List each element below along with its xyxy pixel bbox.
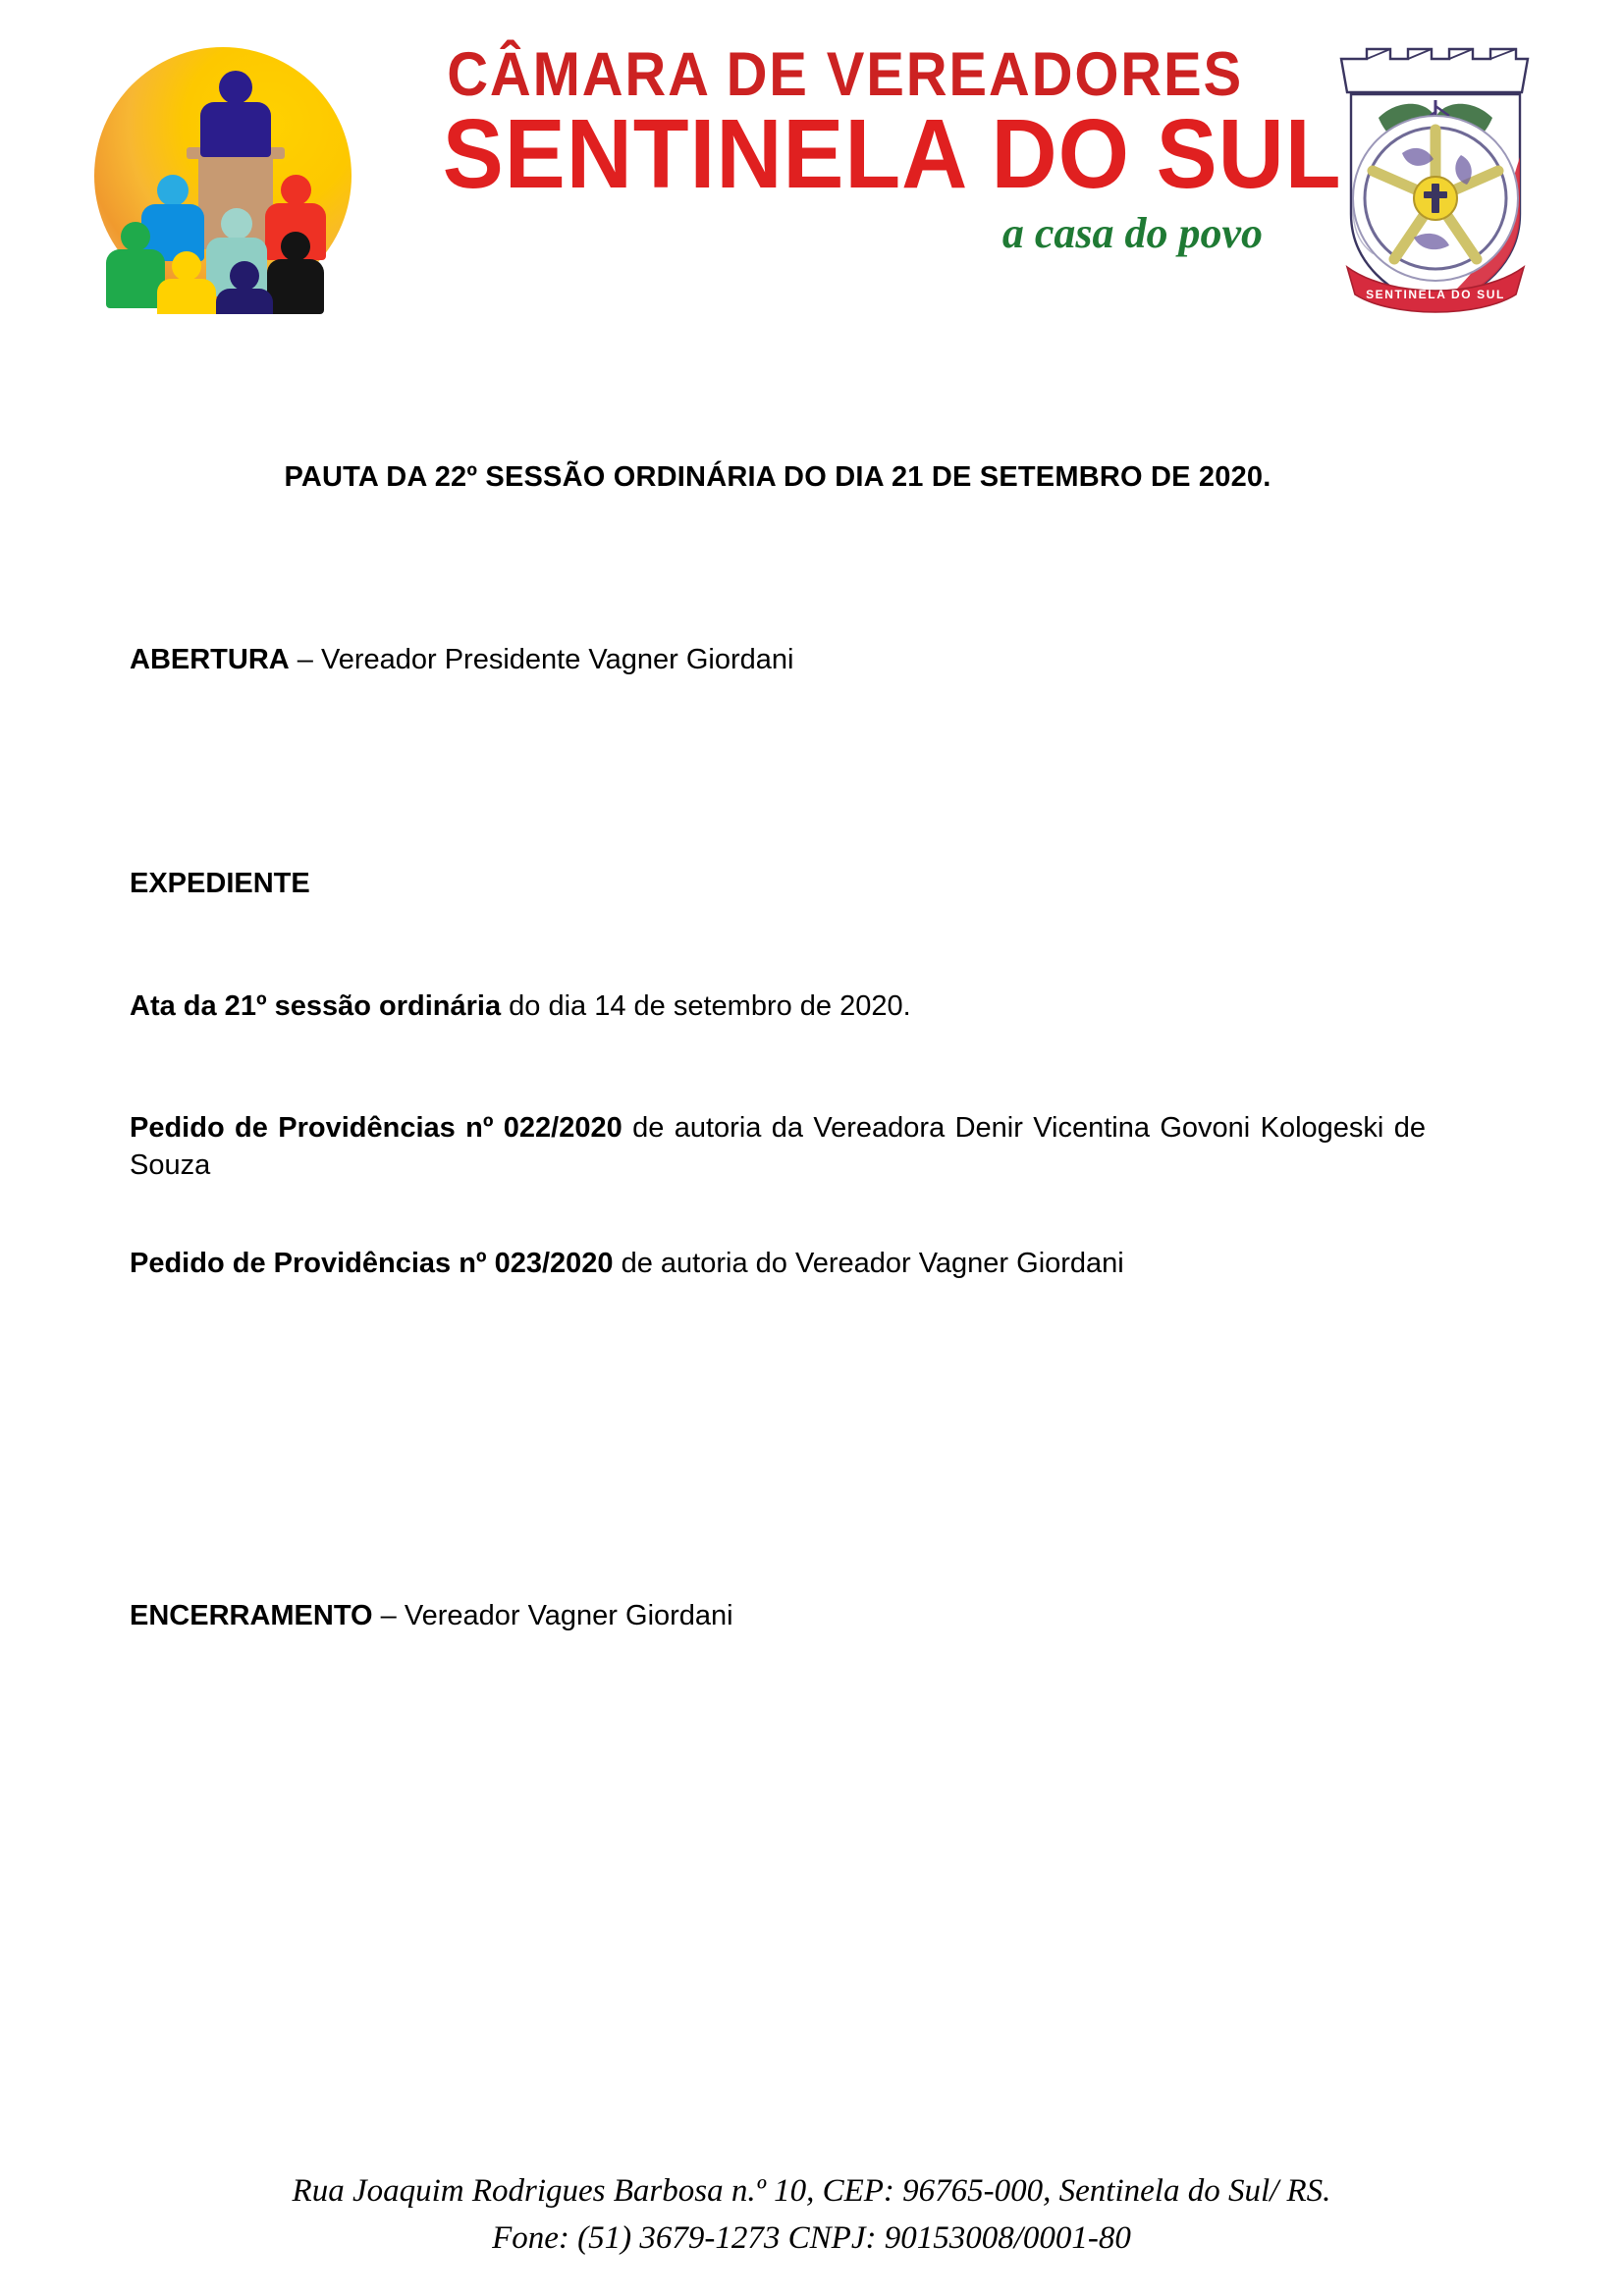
spacer xyxy=(130,1025,1426,1109)
assembly-people-circle-logo xyxy=(84,29,379,314)
expediente-item-pedido-023-bold: Pedido de Providências nº 023/2020 xyxy=(130,1248,614,1280)
abertura-line xyxy=(130,641,1426,678)
wordmark-line-camara-de-vereadores: CÂMARA DE VEREADORES xyxy=(447,40,1243,109)
figure-navy-icon xyxy=(216,261,273,314)
expediente-heading-label: EXPEDIENTE xyxy=(130,868,310,900)
expediente-item-pedido-022-rest: de autoria da Vereadora Denir Vicentina Govoni Kologeski de Souza xyxy=(130,1111,1426,1182)
wordmark-tagline: a casa do povo xyxy=(1001,209,1263,258)
page-title: PAUTA DA 22º SESSÃO ORDINÁRIA DO DIA 21 DE SETEMBRO DE 2020. xyxy=(284,461,1271,493)
spacer xyxy=(130,494,1426,641)
expediente-heading xyxy=(130,865,1426,902)
expediente-item-pedido-022-bold: Pedido de Providências nº 022/2020 xyxy=(130,1111,622,1144)
document-body xyxy=(130,461,1426,1634)
spacer xyxy=(130,678,1426,865)
letterhead xyxy=(0,0,1623,373)
logo-clip xyxy=(84,29,361,314)
figure-speaker-icon xyxy=(200,71,271,157)
footer xyxy=(0,2168,1623,2263)
spacer xyxy=(130,903,1426,988)
expediente-item-pedido-022 xyxy=(130,1109,1426,1185)
figure-yellow-icon xyxy=(157,251,216,314)
footer-address-line: Rua Joaquim Rodrigues Barbosa n.º 10, CEP: 96765-000, Sentinela do Sul/ RS. xyxy=(292,2173,1331,2210)
municipal-coat-of-arms-icon xyxy=(1333,41,1538,316)
expediente-item-pedido-023-rest: de autoria do Vereador Vagner Giordani xyxy=(613,1248,1124,1280)
spacer xyxy=(130,1184,1426,1245)
abertura-label: ABERTURA xyxy=(130,644,290,675)
expediente-item-ata-rest: do dia 14 de setembro de 2020. xyxy=(501,989,911,1022)
footer-contact-line: Fone: (51) 3679-1273 CNPJ: 90153008/0001-80 xyxy=(492,2220,1131,2257)
figure-black-icon xyxy=(267,232,324,314)
svg-text:SENTINELA DO SUL: SENTINELA DO SUL xyxy=(1366,288,1505,301)
expediente-item-ata xyxy=(130,988,1426,1025)
encerramento-text: – Vereador Vagner Giordani xyxy=(372,1599,733,1631)
encerramento-line xyxy=(130,1597,1426,1634)
abertura-text: – Vereador Presidente Vagner Giordani xyxy=(289,644,794,675)
wordmark-line-sentinela-do-sul: SENTINELA DO SUL xyxy=(442,99,1342,210)
encerramento-label: ENCERRAMENTO xyxy=(130,1599,373,1631)
expediente-item-pedido-023 xyxy=(130,1245,1426,1282)
figure-green-icon xyxy=(106,222,165,308)
expediente-item-ata-bold: Ata da 21º sessão ordinária xyxy=(130,989,502,1022)
spacer xyxy=(130,1283,1426,1597)
wordmark xyxy=(412,40,1342,258)
